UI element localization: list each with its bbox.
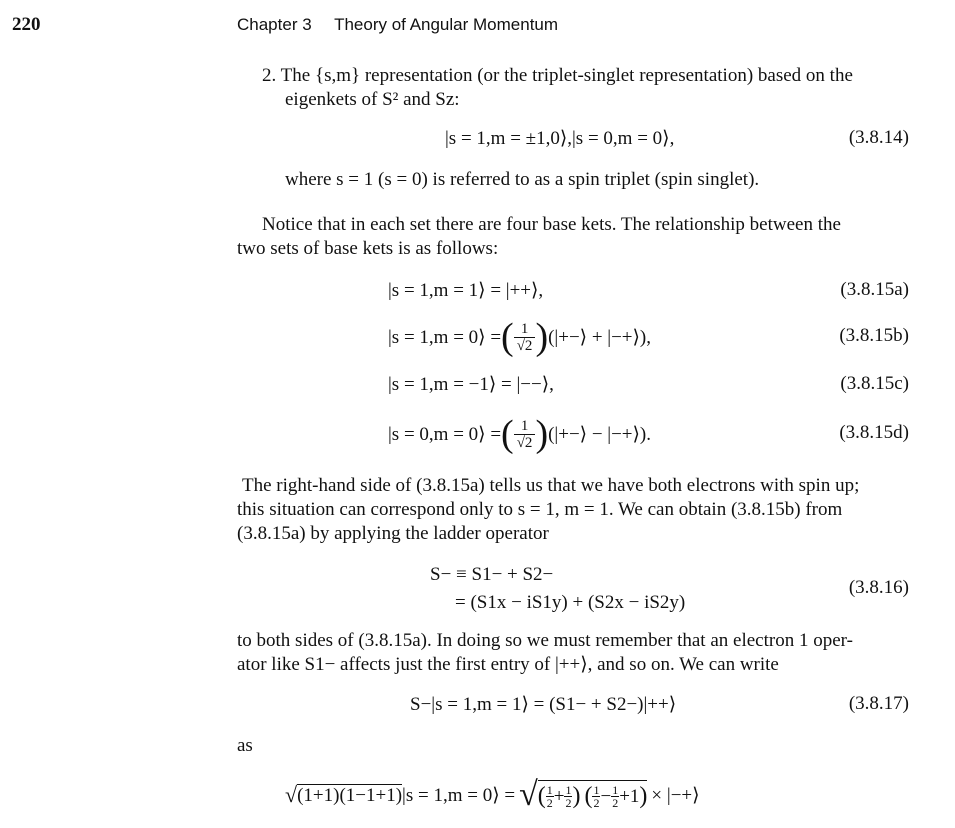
equation-number-3-8-15c: (3.8.15c) xyxy=(840,373,909,394)
notice-line2: two sets of base kets is as follows: xyxy=(237,238,499,259)
half-fraction xyxy=(546,784,554,809)
left-paren: ( xyxy=(501,413,514,455)
equation-number-3-8-16: (3.8.16) xyxy=(848,577,909,598)
item-2-line1: 2. The {s,m} representation (or the triplet-singlet representation) based on the xyxy=(262,65,853,86)
left-paren: ( xyxy=(537,783,546,809)
big-sqrt-sign: √ xyxy=(519,776,538,813)
equation-3-8-17: S−|s = 1,m = 1⟩ = (S1− + S2−)|++⟩ xyxy=(410,694,677,715)
eq-15d-lhs: |s = 0,m = 0⟩ = xyxy=(388,423,502,445)
lhs-ket: |s = 1,m = 0⟩ = xyxy=(402,784,516,806)
eq-15b-rhs: (|+−⟩ + |−+⟩), xyxy=(548,326,652,348)
rhs-radicand xyxy=(538,780,648,810)
equation-3-8-15a: |s = 1,m = 1⟩ = |++⟩, xyxy=(388,280,544,301)
final-equation xyxy=(285,770,700,820)
half-den: 2 xyxy=(612,796,619,810)
equation-3-8-16-line1: S− ≡ S1− + S2− xyxy=(430,564,554,585)
right-paren: ) xyxy=(639,783,648,809)
notice-line1: Notice that in each set there are four base kets. The relationship between the xyxy=(262,214,841,235)
fraction-numerator: 1 xyxy=(514,418,536,435)
right-paren: ) xyxy=(535,316,549,358)
equation-3-8-15b xyxy=(388,312,651,362)
half-num: 1 xyxy=(546,783,553,797)
fraction-one-over-root-two xyxy=(514,418,536,451)
minus-sign: − xyxy=(600,785,612,807)
half-fraction xyxy=(592,784,600,809)
chapter-title: Theory of Angular Momentum xyxy=(334,15,559,34)
page-number: 220 xyxy=(12,14,41,35)
left-paren: ( xyxy=(501,316,514,358)
equation-3-8-16-line2: = (S1x − iS1y) + (S2x − iS2y) xyxy=(455,592,686,613)
right-paren: ) xyxy=(572,783,581,809)
half-den: 2 xyxy=(546,796,553,810)
rhs-tail: × |−+⟩ xyxy=(651,784,700,806)
equation-3-8-15c: |s = 1,m = −1⟩ = |−−⟩, xyxy=(388,374,554,395)
half-num: 1 xyxy=(565,783,572,797)
sqrt-sign: √ xyxy=(285,782,298,807)
half-num: 1 xyxy=(612,783,619,797)
half-fraction xyxy=(564,784,572,809)
left-paren: ( xyxy=(584,783,593,809)
fraction-numerator: 1 xyxy=(514,321,536,338)
half-den: 2 xyxy=(565,796,572,810)
rhs-para-line2: this situation can correspond only to s = 1, m = 1. We can obtain (3.8.15b) from xyxy=(237,499,843,520)
chapter-label: Chapter 3 xyxy=(237,15,312,34)
rhs-para-line1: The right-hand side of (3.8.15a) tells us that we have both electrons with spin up; xyxy=(242,475,860,496)
fraction-denominator: √2 xyxy=(516,434,533,451)
eq-15b-lhs: |s = 1,m = 0⟩ = xyxy=(388,326,502,348)
as-word: as xyxy=(237,735,253,756)
where-line: where s = 1 (s = 0) is referred to as a spin triplet (spin singlet). xyxy=(285,169,760,190)
rhs-para-line3: (3.8.15a) by applying the ladder operator xyxy=(237,523,549,544)
both-sides-line2: ator like S1− affects just the first entry of |++⟩, and so on. We can write xyxy=(237,654,779,675)
plus-one: +1 xyxy=(619,785,640,807)
equation-number-3-8-15a: (3.8.15a) xyxy=(840,279,909,300)
half-num: 1 xyxy=(593,783,600,797)
half-den: 2 xyxy=(593,796,600,810)
both-sides-line1: to both sides of (3.8.15a). In doing so we must remember that an electron 1 oper- xyxy=(237,630,853,651)
equation-3-8-14: |s = 1,m = ±1,0⟩,|s = 0,m = 0⟩, xyxy=(445,128,675,149)
plus-sign: + xyxy=(553,785,565,807)
fraction-one-over-root-two xyxy=(514,321,536,354)
equation-number-3-8-14: (3.8.14) xyxy=(848,127,909,148)
fraction-denominator: √2 xyxy=(516,337,533,354)
item-2-line2: eigenkets of S² and Sz: xyxy=(285,89,460,110)
half-fraction xyxy=(611,784,619,809)
equation-number-3-8-15b: (3.8.15b) xyxy=(839,325,909,346)
lhs-radicand: (1+1)(1−1+1) xyxy=(297,784,403,806)
equation-3-8-15d xyxy=(388,409,651,459)
right-paren: ) xyxy=(535,413,549,455)
equation-number-3-8-15d: (3.8.15d) xyxy=(839,422,909,443)
eq-15d-rhs: (|+−⟩ − |−+⟩). xyxy=(548,423,652,445)
running-head xyxy=(237,15,558,35)
equation-number-3-8-17: (3.8.17) xyxy=(848,693,909,714)
